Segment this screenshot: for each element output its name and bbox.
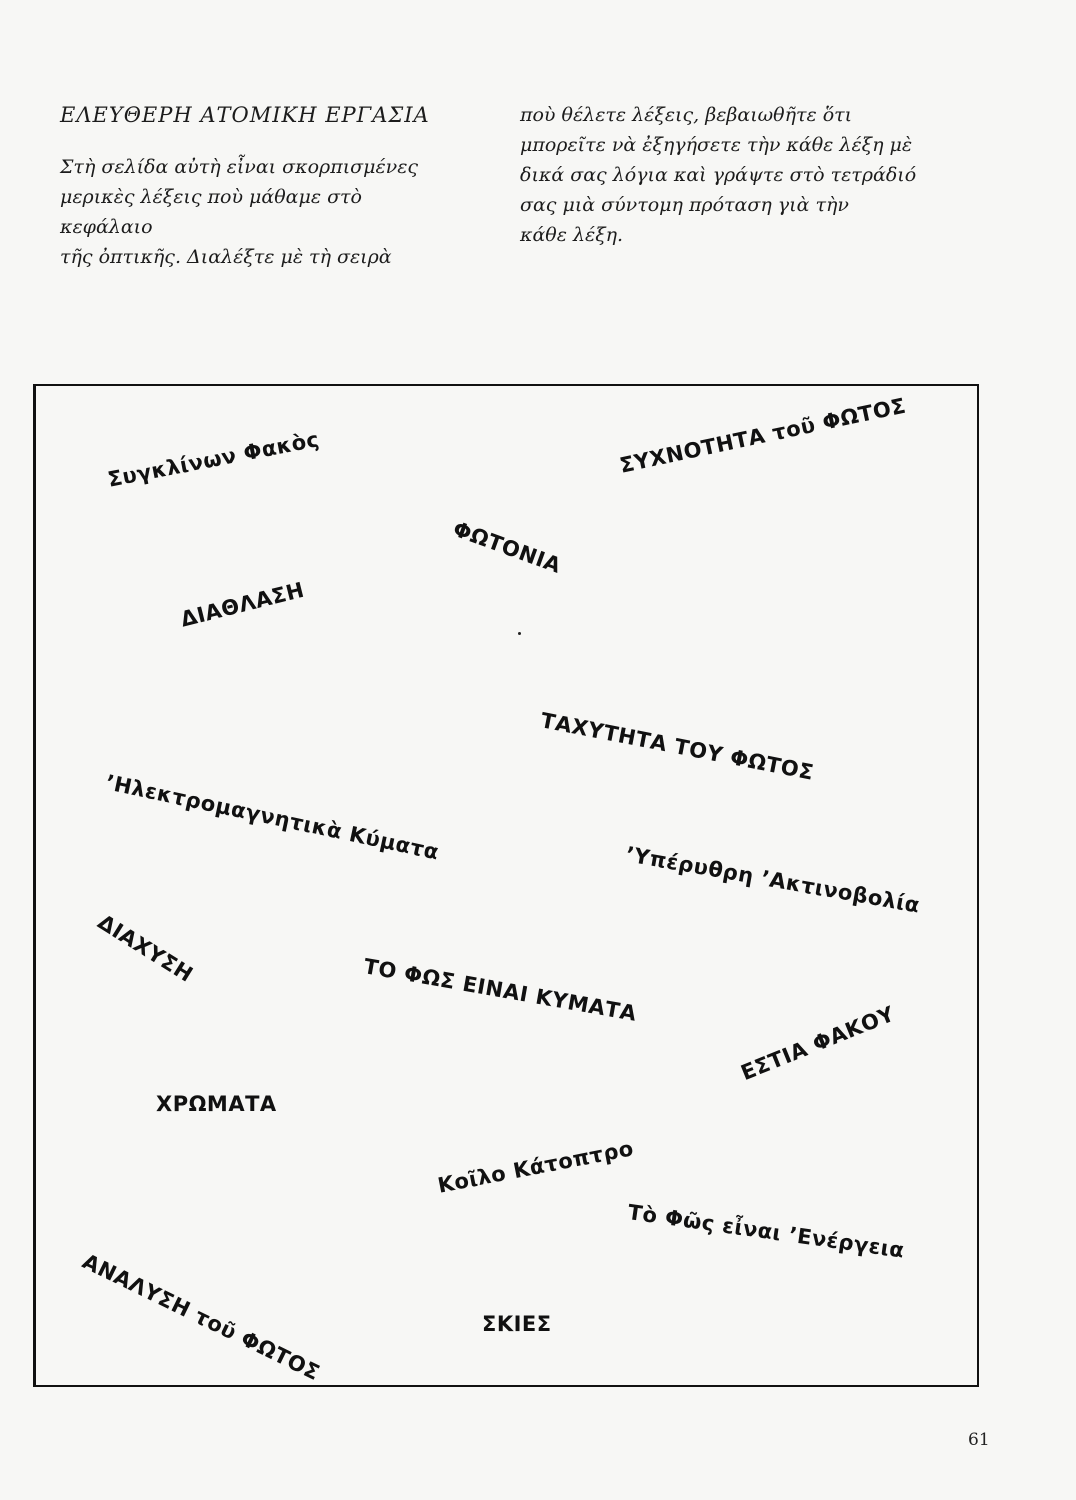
- word-light-is-energy: Τὸ Φῶς εἶναι ʼΕνέργεια: [626, 1200, 906, 1263]
- instructions-right-column: [520, 100, 990, 250]
- word-shadows: ΣΚΙΕΣ: [482, 1312, 552, 1336]
- instructions-text-part-2: ποὺ θέλετε λέξεις, βεβαιωθῆτε ὅτι μπορεῖτε νὰ ἐξηγήσετε τὴν κάθε λέξη μὲ δικά σας λόγια καὶ γράψτε στὸ τετράδιό σας μιὰ σύντομη πρόταση γιὰ τὴν κάθε λέξη.: [520, 104, 917, 246]
- word-photons: ΦΩΤΟΝΙΑ: [449, 516, 565, 578]
- word-colours: ΧΡΩΜΑΤΑ: [156, 1092, 277, 1116]
- word-dispersion-of-light: ΑΝΑΛΥΣΗ τοῦ ΦΩΤΟΣ: [78, 1249, 324, 1386]
- word-diffusion: ΔΙΑΧΥΣΗ: [93, 909, 198, 987]
- word-speed-of-light: ΤΑΧΥΤΗΤΑ ΤΟΥ ΦΩΤΟΣ: [538, 708, 816, 785]
- word-frequency-of-light: ΣΥΧΝΟΤΗΤΑ τοῦ ΦΩΤΟΣ: [617, 393, 909, 478]
- word-refraction: ΔΙΑΘΛΑΣΗ: [178, 577, 307, 632]
- exercise-heading: ΕΛΕΥΘΕΡΗ ΑΤΟΜΙΚΗ ΕΡΓΑΣΙΑ: [60, 103, 430, 127]
- word-infrared-radiation: ʼΥπέρυθρη ʼΑκτινοβολία: [623, 842, 922, 918]
- page-number: 61: [968, 1430, 990, 1450]
- instructions-left-column: [60, 100, 460, 272]
- word-concave-mirror: Κοῖλο Κάτοπτρο: [435, 1136, 636, 1198]
- stray-dot: [518, 632, 521, 635]
- word-box: [33, 384, 979, 1387]
- word-focal-point: ΕΣΤΙΑ ΦΑΚΟΥ: [737, 1001, 898, 1086]
- word-converging-lens: Συγκλίνων Φακὸς: [105, 427, 322, 492]
- word-light-is-waves: ΤΟ ΦΩΣ ΕΙΝΑΙ ΚΥΜΑΤΑ: [361, 954, 639, 1026]
- word-electromagnetic-waves: ʼΗλεκτρομαγνητικὰ Κύματα: [103, 770, 442, 865]
- instructions-text-part-1: Στὴ σελίδα αὐτὴ εἶναι σκορπισμένες μερικὲς λέξεις ποὺ μάθαμε στὸ κεφάλαιο τῆς ὀπτικῆς. Διαλέξτε μὲ τὴ σειρὰ: [60, 156, 419, 268]
